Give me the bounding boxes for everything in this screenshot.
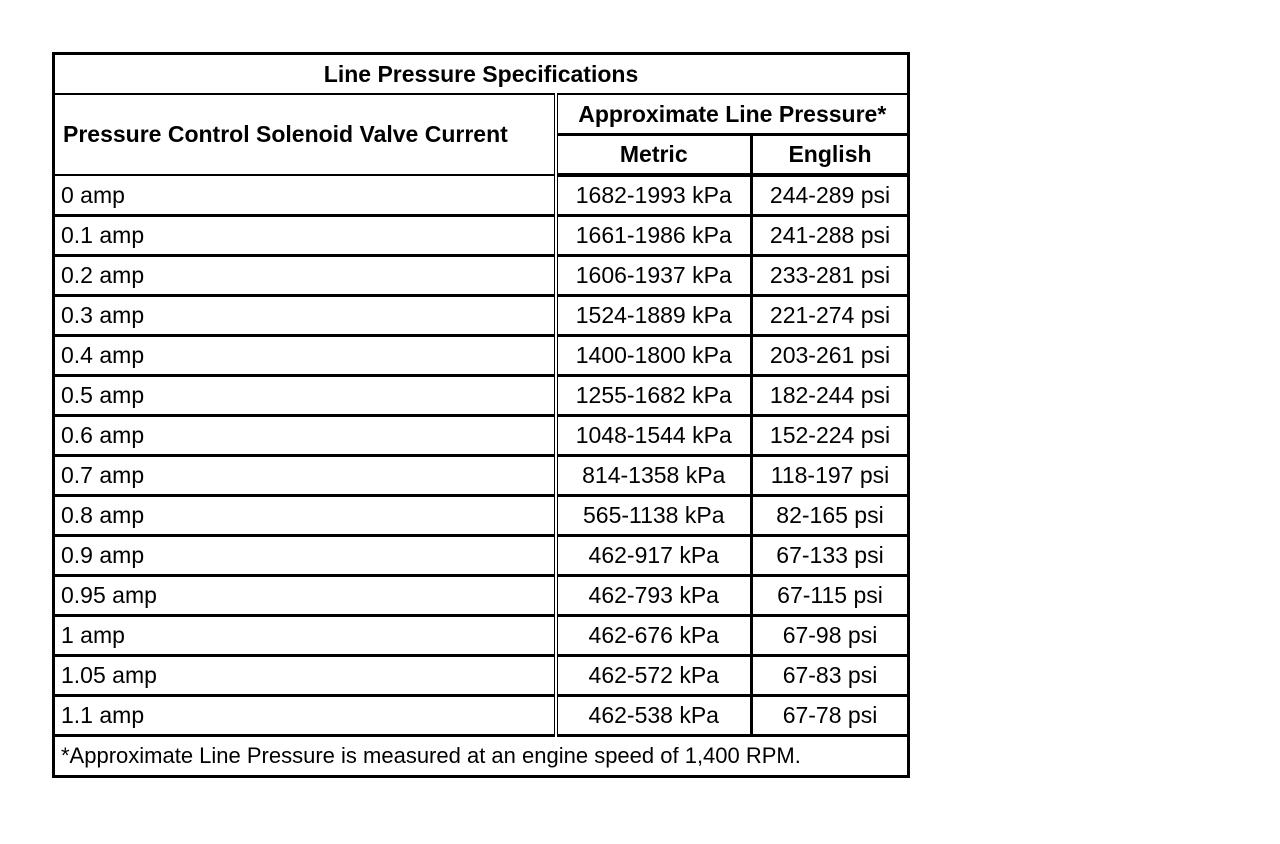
table-row bbox=[54, 456, 909, 496]
english-cell: 67-115 psi bbox=[752, 576, 909, 616]
approx-pressure-header: Approximate Line Pressure* bbox=[556, 94, 909, 135]
current-cell: 0.8 amp bbox=[54, 496, 556, 536]
metric-cell: 1682-1993 kPa bbox=[556, 175, 752, 216]
line-pressure-table bbox=[52, 52, 910, 778]
english-cell: 233-281 psi bbox=[752, 256, 909, 296]
current-cell: 0.5 amp bbox=[54, 376, 556, 416]
current-cell: 1 amp bbox=[54, 616, 556, 656]
english-cell: 221-274 psi bbox=[752, 296, 909, 336]
english-cell: 244-289 psi bbox=[752, 175, 909, 216]
table-row bbox=[54, 416, 909, 456]
table-row bbox=[54, 376, 909, 416]
metric-cell: 814-1358 kPa bbox=[556, 456, 752, 496]
metric-cell: 1255-1682 kPa bbox=[556, 376, 752, 416]
current-cell: 0.6 amp bbox=[54, 416, 556, 456]
current-cell: 0.3 amp bbox=[54, 296, 556, 336]
table-title: Line Pressure Specifications bbox=[54, 54, 909, 95]
current-cell: 0.1 amp bbox=[54, 216, 556, 256]
table-row bbox=[54, 616, 909, 656]
current-column-header: Pressure Control Solenoid Valve Current bbox=[54, 94, 556, 175]
current-cell: 0.4 amp bbox=[54, 336, 556, 376]
english-cell: 241-288 psi bbox=[752, 216, 909, 256]
metric-cell: 1524-1889 kPa bbox=[556, 296, 752, 336]
english-cell: 203-261 psi bbox=[752, 336, 909, 376]
header-row-top bbox=[54, 94, 909, 135]
metric-cell: 462-793 kPa bbox=[556, 576, 752, 616]
english-column-header: English bbox=[752, 135, 909, 176]
metric-cell: 462-917 kPa bbox=[556, 536, 752, 576]
metric-cell: 1606-1937 kPa bbox=[556, 256, 752, 296]
metric-cell: 462-572 kPa bbox=[556, 656, 752, 696]
current-cell: 0.2 amp bbox=[54, 256, 556, 296]
metric-cell: 1048-1544 kPa bbox=[556, 416, 752, 456]
table-row bbox=[54, 216, 909, 256]
english-cell: 82-165 psi bbox=[752, 496, 909, 536]
table-row bbox=[54, 336, 909, 376]
footnote-row bbox=[54, 736, 909, 777]
metric-cell: 565-1138 kPa bbox=[556, 496, 752, 536]
metric-cell: 462-676 kPa bbox=[556, 616, 752, 656]
current-cell: 0.7 amp bbox=[54, 456, 556, 496]
english-cell: 118-197 psi bbox=[752, 456, 909, 496]
table-row bbox=[54, 696, 909, 736]
table-row bbox=[54, 296, 909, 336]
english-cell: 67-78 psi bbox=[752, 696, 909, 736]
current-cell: 0 amp bbox=[54, 175, 556, 216]
english-cell: 152-224 psi bbox=[752, 416, 909, 456]
english-cell: 182-244 psi bbox=[752, 376, 909, 416]
table-row bbox=[54, 256, 909, 296]
current-cell: 1.05 amp bbox=[54, 656, 556, 696]
english-cell: 67-133 psi bbox=[752, 536, 909, 576]
table-row bbox=[54, 576, 909, 616]
current-cell: 0.95 amp bbox=[54, 576, 556, 616]
footnote: *Approximate Line Pressure is measured at an engine speed of 1,400 RPM. bbox=[54, 736, 909, 777]
metric-cell: 462-538 kPa bbox=[556, 696, 752, 736]
table-row bbox=[54, 656, 909, 696]
table-row bbox=[54, 496, 909, 536]
metric-cell: 1400-1800 kPa bbox=[556, 336, 752, 376]
metric-column-header: Metric bbox=[556, 135, 752, 176]
table-row bbox=[54, 175, 909, 216]
title-row bbox=[54, 54, 909, 95]
english-cell: 67-98 psi bbox=[752, 616, 909, 656]
current-cell: 0.9 amp bbox=[54, 536, 556, 576]
english-cell: 67-83 psi bbox=[752, 656, 909, 696]
current-cell: 1.1 amp bbox=[54, 696, 556, 736]
metric-cell: 1661-1986 kPa bbox=[556, 216, 752, 256]
table-row bbox=[54, 536, 909, 576]
